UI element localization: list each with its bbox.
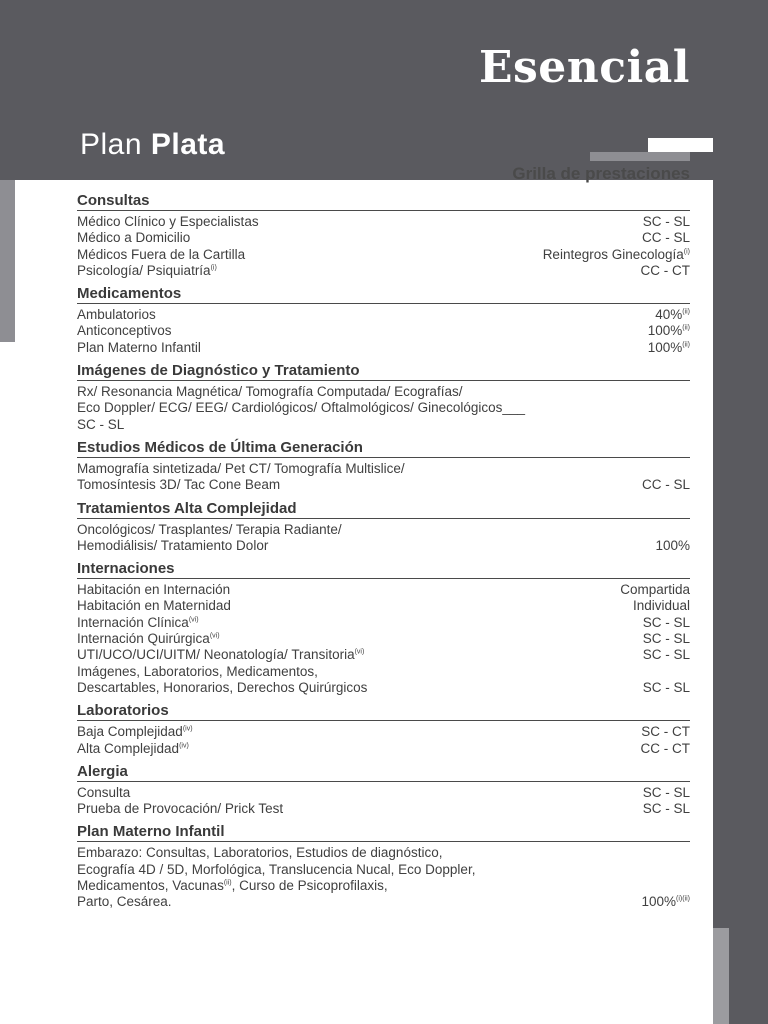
benefit-label — [77, 247, 245, 263]
benefit-value — [641, 263, 691, 279]
label-text: Oncológicos/ Trasplantes/ Terapia Radiante/ Hemodiálisis/ Tratamiento Dolor — [77, 521, 342, 553]
benefit-label — [77, 785, 130, 801]
benefit-label — [77, 664, 367, 697]
section-title: Consultas — [77, 192, 690, 211]
benefit-value — [648, 340, 690, 356]
label-text: Plan Materno Infantil — [77, 339, 201, 355]
benefit-value — [633, 598, 690, 614]
section-title: Tratamientos Alta Complejidad — [77, 500, 690, 519]
label-text: Rx/ Resonancia Magnética/ Tomografía Computada/ Ecografías/ Eco Doppler/ ECG/ EEG/ Cardiológicos/ Oftalmológicos/ Ginecológicos___ SC - SL — [77, 384, 525, 432]
right-band — [713, 0, 768, 1024]
section — [77, 285, 690, 356]
value-footnote: (ii) — [682, 324, 690, 332]
label-text: Internación Quirúrgica — [77, 631, 210, 647]
value-text: 100% — [655, 537, 690, 553]
benefit-label — [77, 582, 230, 598]
value-text: 100% — [641, 894, 676, 910]
value-text: SC - SL — [642, 214, 690, 229]
benefit-label — [77, 307, 156, 323]
benefit-label — [77, 214, 259, 230]
section — [77, 362, 690, 433]
benefit-row — [77, 522, 690, 555]
benefit-value — [643, 680, 690, 696]
benefits-grid — [77, 192, 690, 917]
benefit-row — [77, 664, 690, 697]
benefit-row — [77, 724, 690, 740]
bottom-accent-stripe — [713, 928, 729, 1024]
benefit-row — [77, 461, 690, 494]
value-text: CC - CT — [640, 740, 690, 756]
label-text: Baja Complejidad — [77, 724, 183, 740]
benefit-value — [643, 785, 690, 801]
label-text: Consulta — [77, 784, 131, 800]
benefit-row — [77, 647, 690, 663]
benefit-value — [620, 582, 690, 598]
benefit-value — [643, 631, 690, 647]
benefit-value — [642, 230, 690, 246]
section-title: Plan Materno Infantil — [77, 823, 690, 842]
label-text: Internación Clínica — [77, 614, 189, 630]
benefit-value — [641, 894, 690, 910]
benefit-row — [77, 741, 690, 757]
label-footnote: (ii) — [223, 879, 232, 887]
value-text: SC - SL — [642, 614, 690, 630]
benefit-label — [77, 598, 231, 614]
benefit-row — [77, 615, 690, 631]
plan-prefix: Plan — [80, 128, 143, 161]
label-text: Médicos Fuera de la Cartilla — [77, 246, 246, 262]
benefit-value — [643, 214, 690, 230]
label-footnote: (i) — [210, 264, 217, 272]
benefit-row — [77, 785, 690, 801]
benefit-label — [77, 340, 201, 356]
value-text: Compartida — [620, 582, 690, 598]
label-text: Habitación en Maternidad — [77, 598, 231, 614]
benefit-value — [655, 538, 690, 554]
benefit-row — [77, 340, 690, 356]
section — [77, 192, 690, 279]
plan-name: Plata — [150, 128, 226, 161]
value-text: 40% — [655, 307, 683, 323]
value-footnote: (i) — [683, 248, 690, 256]
benefit-label — [77, 384, 525, 433]
value-text: CC - SL — [641, 477, 690, 493]
title-accent-bar — [590, 152, 690, 161]
section-title: Internaciones — [77, 560, 690, 579]
value-text: SC - SL — [642, 679, 690, 695]
value-text: Reintegros Ginecología — [542, 246, 684, 262]
value-text: SC - SL — [642, 801, 690, 817]
label-text: UTI/UCO/UCI/UITM/ Neonatología/ Transitoria — [77, 647, 355, 663]
label-footnote: (iv) — [182, 725, 193, 733]
benefit-label — [77, 522, 342, 555]
benefit-row — [77, 323, 690, 339]
benefit-label — [77, 631, 220, 647]
benefit-value — [641, 724, 690, 740]
benefit-row — [77, 384, 690, 433]
benefit-value — [641, 741, 691, 757]
benefit-row — [77, 631, 690, 647]
section — [77, 560, 690, 696]
label-text: Ambulatorios — [77, 307, 156, 323]
label-text: Alta Complejidad — [77, 740, 180, 756]
benefit-value — [643, 647, 690, 663]
corner-accent — [648, 138, 713, 152]
benefit-value — [643, 615, 690, 631]
label-text: Habitación en Internación — [77, 582, 231, 598]
label-text: Prueba de Provocación/ Prick Test — [77, 801, 284, 817]
benefit-row — [77, 263, 690, 279]
label-text: Médico a Domicilio — [77, 230, 191, 246]
label-text: Médico Clínico y Especialistas — [77, 214, 259, 229]
value-text: 100% — [647, 339, 683, 355]
benefit-value — [642, 477, 690, 493]
label-text: Psicología/ Psiquiatría — [77, 262, 211, 278]
benefit-value — [643, 801, 690, 817]
label-footnote: (iv) — [179, 742, 189, 750]
left-accent-stripe — [0, 180, 15, 342]
label-text: Embarazo: Consultas, Laboratorios, Estudios de diagnóstico, Ecografía 4D / 5D, Morfológica, Translucencia Nucal, Eco Doppler, Medicamentos, Vacunas — [77, 845, 476, 894]
benefit-value — [543, 247, 690, 263]
section-title: Medicamentos — [77, 285, 690, 304]
benefit-label — [77, 741, 189, 757]
label-text: Imágenes, Laboratorios, Medicamentos, Descartables, Honorarios, Derechos Quirúrgicos — [77, 663, 368, 695]
value-text: SC - CT — [641, 724, 690, 740]
label-text: Anticonceptivos — [77, 323, 172, 339]
value-text: CC - SL — [641, 230, 690, 246]
benefit-label — [77, 615, 199, 631]
section-title: Laboratorios — [77, 702, 690, 721]
value-footnote: (ii) — [682, 341, 690, 349]
benefit-row — [77, 214, 690, 230]
label-text-tail: , Curso de Psicoprofilaxis, Parto, Cesárea. — [77, 878, 388, 910]
label-footnote: (vi) — [354, 648, 365, 656]
page-subtitle: Grilla de prestaciones — [512, 164, 690, 183]
section — [77, 763, 690, 818]
benefit-row — [77, 598, 690, 614]
benefit-label — [77, 647, 364, 663]
section-title: Imágenes de Diagnóstico y Tratamiento — [77, 362, 690, 381]
benefit-label — [77, 801, 283, 817]
section — [77, 823, 690, 910]
benefit-row — [77, 230, 690, 246]
value-text: 100% — [647, 323, 683, 339]
label-footnote: (vi) — [209, 632, 220, 640]
section-title: Alergia — [77, 763, 690, 782]
section — [77, 439, 690, 494]
benefit-label — [77, 263, 217, 279]
value-footnote: (ii) — [682, 308, 690, 316]
label-footnote: (vi) — [188, 616, 199, 624]
value-text: CC - CT — [640, 262, 690, 278]
label-text: Mamografía sintetizada/ Pet CT/ Tomografía Multislice/ Tomosíntesis 3D/ Tac Cone Beam — [77, 460, 405, 493]
benefit-row — [77, 845, 690, 910]
benefit-row — [77, 307, 690, 323]
plan-title — [80, 128, 225, 162]
value-text: SC - SL — [642, 784, 690, 800]
value-footnote: (i)(ii) — [676, 895, 690, 903]
benefit-row — [77, 582, 690, 598]
benefit-label — [77, 323, 172, 339]
value-text: SC - SL — [642, 631, 690, 647]
benefit-value — [655, 307, 690, 323]
benefit-row — [77, 801, 690, 817]
benefit-label — [77, 230, 190, 246]
benefit-row — [77, 247, 690, 263]
brand-title: Esencial — [478, 42, 690, 93]
benefit-label — [77, 845, 475, 910]
benefit-label — [77, 724, 193, 740]
benefit-value — [648, 323, 690, 339]
benefit-label — [77, 461, 405, 494]
section — [77, 702, 690, 757]
section — [77, 500, 690, 555]
value-text: SC - SL — [642, 647, 690, 663]
value-text: Individual — [632, 598, 690, 614]
section-title: Estudios Médicos de Última Generación — [77, 439, 690, 458]
